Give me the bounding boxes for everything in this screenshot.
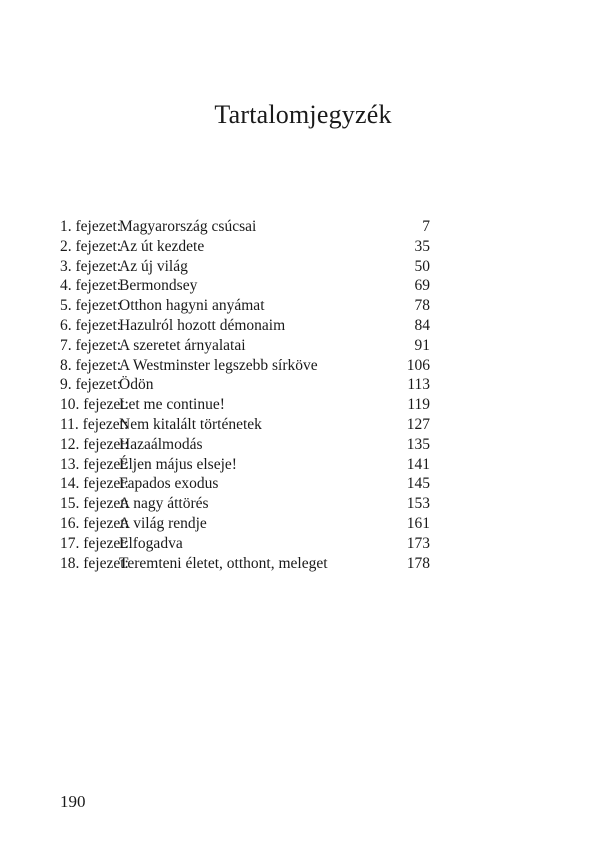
toc-entry — [60, 237, 430, 257]
chapter-page-number: 113 — [407, 376, 430, 394]
chapter-title: Hazaálmodás — [119, 435, 203, 453]
chapter-number: 17. fejezet: — [60, 534, 129, 552]
toc-entry — [60, 336, 430, 356]
toc-entry — [60, 257, 430, 277]
chapter-page-number: 91 — [414, 336, 430, 354]
chapter-page-number: 145 — [406, 475, 430, 493]
chapter-page-number: 69 — [414, 277, 430, 295]
toc-entry — [60, 356, 430, 376]
chapter-page-number: 141 — [406, 455, 430, 473]
toc-entry — [60, 474, 430, 494]
toc-entry — [60, 514, 430, 534]
chapter-title: A szeretet árnyalatai — [119, 336, 246, 354]
chapter-title: Let me continue! — [119, 396, 225, 414]
chapter-number: 4. fejezet: — [60, 277, 122, 295]
chapter-title: A nagy áttörés — [119, 495, 209, 513]
chapter-number: 11. fejezet: — [60, 415, 129, 433]
toc-entry — [60, 296, 430, 316]
chapter-title: Elfogadva — [119, 534, 183, 552]
toc-entry — [60, 435, 430, 455]
chapter-title: A világ rendje — [119, 514, 207, 532]
chapter-title: Teremteni életet, otthont, meleget — [119, 554, 328, 572]
chapter-page-number: 50 — [414, 257, 430, 275]
chapter-page-number: 84 — [414, 316, 430, 334]
chapter-number: 2. fejezet: — [60, 237, 122, 255]
chapter-page-number: 153 — [406, 495, 430, 513]
chapter-number: 18. fejezet: — [60, 554, 129, 572]
chapter-title: Az új világ — [119, 257, 188, 275]
chapter-number: 16. fejezet: — [60, 514, 129, 532]
chapter-page-number: 173 — [406, 534, 430, 552]
chapter-number: 1. fejezet: — [60, 218, 122, 235]
chapter-number: 13. fejezet: — [60, 455, 129, 473]
chapter-number: 9. fejezet: — [60, 376, 122, 394]
page-number: 190 — [60, 792, 86, 811]
chapter-title: Ödön — [119, 376, 154, 394]
chapter-title: Az út kezdete — [119, 237, 205, 255]
chapter-page-number: 161 — [406, 514, 430, 532]
chapter-title: Hazulról hozott démonaim — [119, 316, 286, 334]
chapter-page-number: 78 — [414, 297, 430, 315]
chapter-number: 5. fejezet: — [60, 297, 122, 315]
chapter-title: Bermondsey — [119, 277, 198, 295]
chapter-page-number: 35 — [414, 237, 430, 255]
chapter-page-number: 127 — [406, 415, 430, 433]
toc-entry — [60, 316, 430, 336]
toc-entry — [60, 455, 430, 475]
chapter-title: Éljen május elseje! — [119, 455, 237, 473]
toc-entry — [60, 276, 430, 296]
toc-entry — [60, 494, 430, 514]
chapter-title: Magyarország csúcsai — [119, 218, 257, 235]
table-of-contents — [60, 217, 430, 573]
chapter-number: 8. fejezet: — [60, 356, 122, 374]
chapter-page-number: 106 — [406, 356, 430, 374]
chapter-title: A Westminster legszebb sírköve — [119, 356, 318, 374]
chapter-page-number: 119 — [407, 396, 430, 414]
chapter-number: 14. fejezet: — [60, 475, 129, 493]
chapter-number: 15. fejezet: — [60, 495, 129, 513]
chapter-title: Nem kitalált történetek — [119, 415, 262, 433]
chapter-number: 7. fejezet: — [60, 336, 122, 354]
page-title: Tartalomjegyzék — [214, 100, 392, 129]
toc-entry — [60, 395, 430, 415]
chapter-number: 6. fejezet: — [60, 316, 122, 334]
chapter-number: 12. fejezet: — [60, 435, 129, 453]
chapter-page-number: 135 — [406, 435, 430, 453]
toc-entry — [60, 554, 430, 574]
chapter-number: 3. fejezet: — [60, 257, 122, 275]
toc-entry — [60, 375, 430, 395]
chapter-title: Fapados exodus — [119, 475, 219, 493]
toc-entry — [60, 217, 430, 237]
chapter-number: 10. fejezet: — [60, 396, 129, 414]
toc-entry — [60, 415, 430, 435]
toc-entry — [60, 534, 430, 554]
chapter-page-number: 178 — [406, 554, 430, 572]
chapter-title: Otthon hagyni anyámat — [119, 297, 265, 315]
chapter-page-number: 7 — [422, 218, 430, 235]
